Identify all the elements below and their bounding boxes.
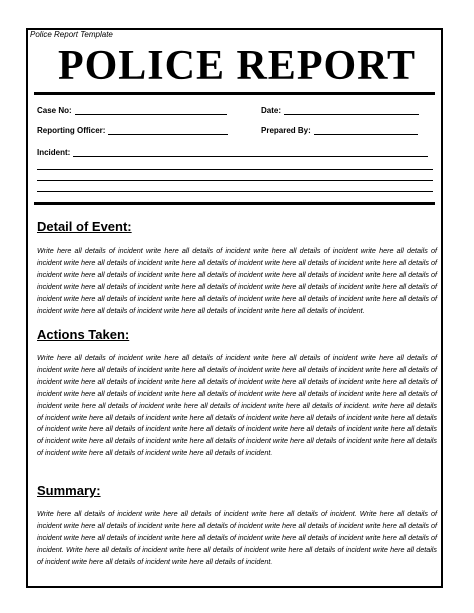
detail-heading: Detail of Event: [37, 219, 132, 234]
date-field[interactable] [261, 106, 419, 115]
prepared-by-field[interactable] [261, 126, 418, 135]
incident-blank[interactable] [73, 148, 428, 157]
header-rule [34, 202, 435, 205]
actions-heading: Actions Taken: [37, 327, 130, 342]
summary-heading: Summary: [37, 483, 101, 498]
incident-line[interactable] [37, 191, 433, 192]
reporting-officer-field[interactable] [37, 126, 228, 135]
incident-field[interactable] [37, 148, 428, 157]
prepared-by-label: Prepared By: [261, 126, 311, 135]
case-no-label: Case No: [37, 106, 72, 115]
summary-body: Write here all details of incident write here all details of incident write here all details of incident. Write here all details of incident write here all details of incident write here all details of incident write here all details of incident write here all details of incident write here all details of incident write here all details of incident write here all details of incident write here all details of incident. Write here all details of incident write here all details of incident write here all details of incident write here all details of incident write here all details of incident write here all details of incident. [37, 509, 437, 566]
prepared-by-blank[interactable] [314, 126, 418, 135]
incident-line[interactable] [37, 169, 433, 170]
page-title: POLICE REPORT [57, 43, 417, 89]
reporting-officer-blank[interactable] [108, 126, 228, 135]
title-rule [34, 92, 435, 95]
incident-line[interactable] [37, 180, 433, 181]
detail-body: Write here all details of incident write here all details of incident write here all details of incident write here all details of incident write here all details of incident write here all details of incident write here all details of incident write here all details of incident write here all details of incident write here all details of incident write here all details of incident write here all details of incident write here all details of incident write here all details of incident write here all details of incident write here all details of incident write here all details of incident write here all details of incident write here all details of incident write here all details of incident write here all details of incident write here all details of incident write here all details of incident. [37, 246, 437, 315]
reporting-officer-label: Reporting Officer: [37, 126, 106, 135]
case-no-blank[interactable] [75, 106, 227, 115]
template-label: Police Report Template [30, 30, 113, 39]
date-blank[interactable] [284, 106, 419, 115]
incident-label: Incident: [37, 148, 71, 157]
date-label: Date: [261, 106, 282, 115]
actions-body: Write here all details of incident write here all details of incident write here all details of incident write here all details of incident write here all details of incident write here all details of incident write here all details of incident write here all details of incident write here all details of incident write here all details of incident write here all details of incident write here all details of incident write here all details of incident write here all details of incident write here all details of incident write here all details of incident write here all details of incident write here all details of incident write here all details of incident. write here all details of incident write here all details of incident write here all details of incident write here all details of incident write here all details of incident write here all details of incident write here all details of incident write here all details of incident write here all details of incident write here all details of incident write here all details of incident write here all details of incident write here all details of incident write here all details of incident write here all details of incident. [37, 353, 437, 458]
case-no-field[interactable] [37, 106, 227, 115]
